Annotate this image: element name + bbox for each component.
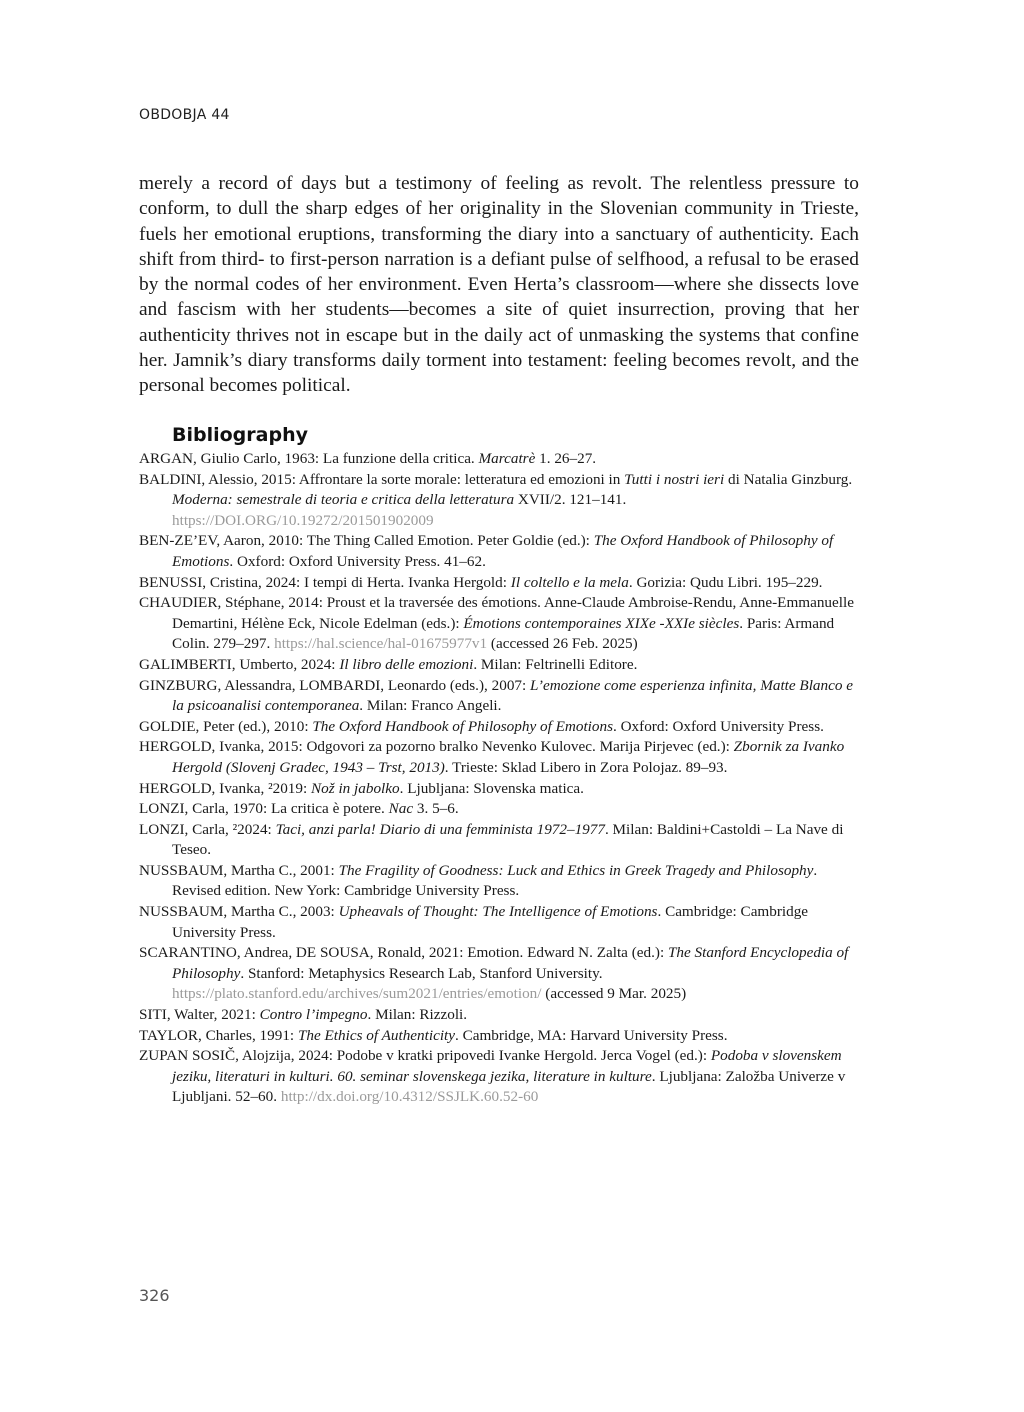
bib-entry-text: (accessed 9 Mar. 2025) (541, 985, 687, 1003)
page-number: 326 (139, 1286, 170, 1305)
bib-entry-title: L’emozione come esperienza infinita, Matte Blanco e la psicoanalisi contemporanea (172, 676, 853, 715)
bib-entry-title: Il libro delle emozioni (339, 655, 474, 673)
body-paragraph: merely a record of days but a testimony of feeling as revolt. The relentless pressure to conform, to dull the sharp edges of her originality in the Slovenian community in Trieste, fuels her emotional eruptions, transforming the diary into a sanctuary of authenticity. Each shift from third- to first-person narration is a defiant pulse of selfhood, a refusal to be erased by the normal codes of her environment. Even Herta’s classroom—where she dissects love and fascism with her students—becomes a site of quiet insurrection, proving that her authenticity thrives not in escape but in the daily act of unmasking the systems that confine her. Jamnik’s diary transforms daily torment into testament: feeling becomes revolt, and the personal becomes political. (139, 173, 859, 397)
bib-entry-text: GALIMBERTI, Umberto, 2024: (139, 655, 340, 673)
bib-entry-title: Émotions contemporaines XIXe -XXIe siècles (463, 614, 740, 632)
bib-entry-link[interactable]: https://plato.stanford.edu/archives/sum2021/entries/emotion/ (172, 985, 542, 1003)
bib-entry-text: 3. 5–6. (413, 800, 459, 818)
bib-entry-text: BENUSSI, Cristina, 2024: I tempi di Herta. Ivanka Hergold: (139, 573, 511, 591)
bib-entry-title: The Fragility of Goodness: Luck and Ethics in Greek Tragedy and Philosophy (338, 861, 814, 879)
bib-entry-title: Nac (388, 800, 414, 818)
bib-entry-title: The Oxford Handbook of Philosophy of Emotions (312, 717, 613, 735)
bib-entry-text: . Milan: Feltrinelli Editore. (473, 655, 638, 673)
bib-entry (139, 861, 864, 902)
bib-entry-title: Upheavals of Thought: The Intelligence of Emotions (338, 903, 658, 921)
bib-entry-text: BEN-ZE’EV, Aaron, 2010: The Thing Called Emotion. Peter Goldie (ed.): (139, 532, 594, 550)
bib-entry (139, 799, 864, 820)
bib-entry-title: The Oxford Handbook of Philosophy of Emotions (172, 532, 834, 570)
bib-entry-text: SITI, Walter, 2021: (139, 1006, 260, 1024)
bib-entry-title: The Stanford Encyclopedia of Philosophy (172, 944, 849, 982)
bib-entry-text: . Oxford: Oxford University Press. 41–62. (229, 552, 486, 570)
bib-entry-text: (accessed 26 Feb. 2025) (487, 635, 638, 653)
bib-entry-text: LONZI, Carla, 1970: La critica è potere. (139, 800, 389, 818)
bib-entry-text: SCARANTINO, Andrea, DE SOUSA, Ronald, 2021: Emotion. Edward N. Zalta (ed.): (139, 944, 668, 962)
bib-entry-text: HERGOLD, Ivanka, 2015: Odgovori za pozorno bralko Nevenko Kulovec. Marija Pirjevec (ed.): (139, 738, 734, 756)
bib-entry-link[interactable]: https://DOI.ORG/10.19272/201501902009 (172, 511, 434, 529)
bibliography-list (139, 449, 864, 1108)
bib-entry-title: Marcatrè (478, 450, 536, 467)
bibliography-heading: Bibliography (172, 424, 308, 446)
bib-entry-text: GINZBURG, Alessandra, LOMBARDI, Leonardo (eds.), 2007: (139, 676, 531, 694)
bib-entry-text: . Ljubljana: Slovenska matica. (399, 779, 584, 797)
bib-entry (139, 593, 864, 655)
bib-entry (139, 1046, 864, 1108)
bib-entry-text: . Trieste: Sklad Libero in Zora Polojaz. 89–93. (444, 758, 728, 776)
bib-entry-text: CHAUDIER, Stéphane, 2014: Proust et la traversée des émotions. Anne-Claude Ambroise-Rendu, Anne-Emmanuelle Demartini, Hélène Eck, Nicole Edelman (eds.): (139, 594, 854, 632)
bib-entry-text: ARGAN, Giulio Carlo, 1963: La funzione della critica. (139, 450, 479, 467)
bib-entry (139, 470, 864, 532)
bib-entry-title: The Ethics of Authenticity (297, 1026, 456, 1044)
bib-entry (139, 902, 864, 943)
bib-entry-text: LONZI, Carla, ²2024: (139, 820, 276, 838)
bib-entry (139, 779, 864, 800)
bib-entry (139, 943, 864, 1005)
bib-entry-text: . Milan: Baldini+Castoldi – La Nave di Teseo. (172, 820, 844, 859)
bib-entry-text: . Gorizia: Qudu Libri. 195–229. (628, 573, 823, 591)
bib-entry (139, 531, 864, 572)
bib-entry-text: NUSSBAUM, Martha C., 2001: (139, 861, 339, 879)
bib-entry (139, 1026, 864, 1047)
bib-entry-text: . Cambridge, MA: Harvard University Press. (455, 1026, 728, 1044)
bib-entry-text: XVII/2. 121–141. (514, 491, 627, 509)
bib-entry-title: Moderna: semestrale di teoria e critica della letteratura (172, 491, 515, 509)
bib-entry-text: BALDINI, Alessio, 2015: Affrontare la sorte morale: letteratura ed emozioni in (139, 470, 625, 488)
bib-entry-title: Contro l’impegno (259, 1006, 368, 1024)
bib-entry-text: . Cambridge: Cambridge University Press. (172, 903, 809, 941)
bib-entry-text: . Milan: Franco Angeli. (359, 697, 502, 715)
bib-entry-title: Il coltello e la mela (510, 573, 629, 591)
bib-entry (139, 1005, 864, 1026)
bib-entry-text: di Natalia Ginzburg. (724, 470, 853, 488)
bib-entry (139, 573, 864, 594)
bib-entry-title: Nož in jabolko (311, 779, 400, 797)
bib-entry-text: . Oxford: Oxford University Press. (612, 717, 824, 735)
bib-entry (139, 449, 864, 470)
bib-entry (139, 676, 864, 717)
bib-entry-text: HERGOLD, Ivanka, ²2019: (139, 779, 312, 797)
bib-entry-title: Tutti i nostri ieri (624, 470, 725, 488)
bib-entry (139, 717, 864, 738)
bib-entry (139, 737, 864, 778)
bib-entry-text: GOLDIE, Peter (ed.), 2010: (139, 717, 313, 735)
bib-entry-title: Podoba v slovenskem jeziku, literaturi in kulturi. 60. seminar slovenskega jezika, literature in kulture (172, 1047, 842, 1085)
bib-entry-link[interactable]: http://dx.doi.org/10.4312/SSJLK.60.52-60 (280, 1088, 539, 1106)
bib-entry (139, 655, 864, 676)
running-head: OBDOBJA 44 (139, 107, 230, 123)
bib-entry-title: Taci, anzi parla! Diario di una femminista 1972–1977 (275, 820, 605, 838)
bib-entry (139, 820, 864, 861)
bib-entry-text: ZUPAN SOSIČ, Alojzija, 2024: Podobe v kratki pripovedi Ivanke Hergold. Jerca Vogel (ed.): (139, 1047, 711, 1065)
bib-entry-title: Zbornik za Ivanko Hergold (Slovenj Gradec, 1943 – Trst, 2013) (172, 738, 845, 776)
bib-entry-text: . Stanford: Metaphysics Research Lab, Stanford University. (240, 964, 603, 982)
bib-entry-text: 1. 26–27. (535, 450, 597, 467)
bib-entry-link[interactable]: https://hal.science/hal-01675977v1 (274, 635, 488, 653)
bib-entry-text: . Ljubljana: Založba Univerze v Ljubljani. 52–60. (172, 1067, 846, 1106)
bib-entry-text: NUSSBAUM, Martha C., 2003: (139, 903, 339, 921)
bib-entry-text: . Milan: Rizzoli. (367, 1006, 468, 1024)
bib-entry-text: . Revised edition. New York: Cambridge University Press. (172, 861, 818, 900)
bib-entry-text: . Paris: Armand Colin. 279–297. (172, 614, 835, 653)
bib-entry-text: TAYLOR, Charles, 1991: (139, 1026, 298, 1044)
